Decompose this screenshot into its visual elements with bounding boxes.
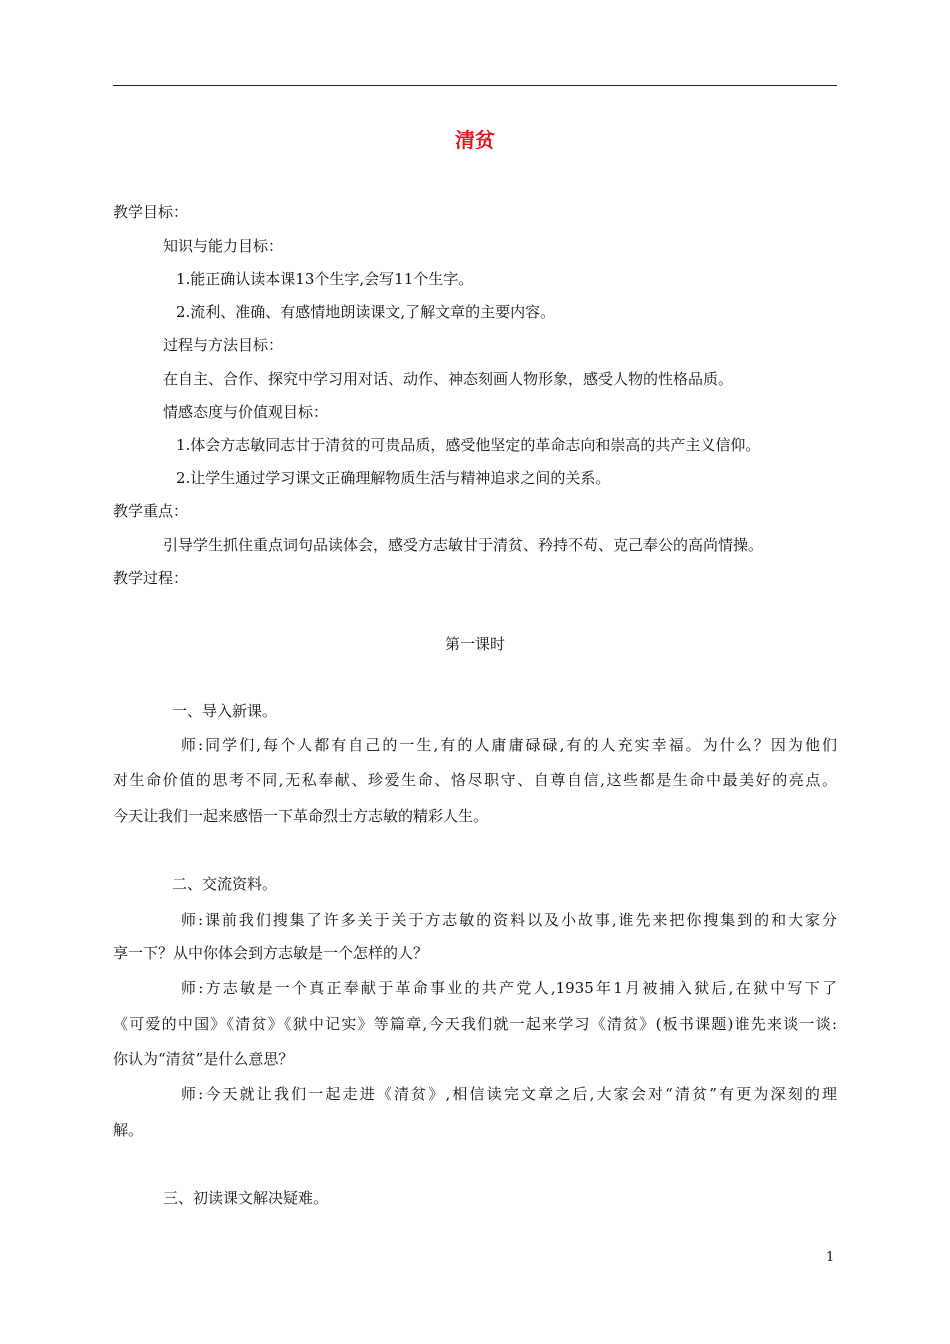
knowledge-item-2: 2.流利、准确、有感情地朗读课文,了解文章的主要内容。 — [176, 303, 556, 321]
focus-item-1: 引导学生抓住重点词句品读体会，感受方志敏甘于清贫、矜持不苟、克己奉公的高尚情操。 — [163, 536, 764, 554]
section-heading-2: 二、交流资料。 — [172, 875, 278, 893]
header-rule — [113, 85, 837, 86]
emotion-item-1: 1.体会方志敏同志甘于清贫的可贵品质，感受他坚定的革命志向和崇高的共产主义信仰。 — [176, 436, 761, 454]
paragraph-line: 今天让我们一起来感悟一下革命烈士方志敏的精彩人生。 — [113, 807, 489, 825]
focus-heading: 教学重点： — [113, 502, 189, 520]
lesson-heading: 第一课时 — [444, 635, 505, 653]
paragraph-line: 师:同学们,每个人都有自己的一生,有的人庸庸碌碌,有的人充实幸福。为什么？因为他们 — [181, 736, 837, 754]
knowledge-heading: 知识与能力目标： — [163, 237, 284, 255]
paragraph-line: 师:课前我们搜集了许多关于关于方志敏的资料以及小故事,谁先来把你搜集到的和大家分 — [181, 911, 837, 929]
process-item-1: 在自主、合作、探究中学习用对话、动作、神态刻画人物形象，感受人物的性格品质。 — [163, 370, 734, 388]
document-title: 清贫 — [455, 128, 495, 152]
paragraph-line: 师:今天就让我们一起走进《清贫》,相信读完文章之后,大家会对“清贫”有更为深刻的理 — [181, 1085, 837, 1103]
paragraph-line: 你认为“清贫”是什么意思？ — [113, 1050, 294, 1068]
knowledge-item-1: 1.能正确认读本课13个生字,会写11个生字。 — [176, 270, 474, 288]
emotion-item-2: 2.让学生通过学习课文正确理解物质生活与精神追求之间的关系。 — [176, 469, 611, 487]
paragraph-line: 师:方志敏是一个真正奉献于革命事业的共产党人,1935年1月被捕入狱后,在狱中写下了 — [181, 979, 837, 997]
paragraph-line: 对生命价值的思考不同,无私奉献、珍爱生命、恪尽职守、自尊自信,这些都是生命中最美好的亮点。 — [113, 771, 837, 789]
process-heading: 过程与方法目标： — [163, 336, 284, 354]
section-heading-3: 三、初读课文解决疑难。 — [163, 1189, 329, 1207]
section-heading-1: 一、导入新课。 — [172, 702, 278, 720]
goals-heading: 教学目标： — [113, 203, 189, 221]
process-main-heading: 教学过程： — [113, 569, 189, 587]
paragraph-line: 《可爱的中国》《清贫》《狱中记实》等篇章,今天我们就一起来学习《清贫》(板书课题)谁先来谈一谈: — [113, 1015, 837, 1033]
paragraph-line: 享一下？从中你体会到方志敏是一个怎样的人？ — [113, 944, 429, 962]
paragraph-line: 解。 — [113, 1121, 144, 1139]
page-number: 1 — [826, 1250, 835, 1265]
emotion-heading: 情感态度与价值观目标： — [163, 403, 329, 421]
